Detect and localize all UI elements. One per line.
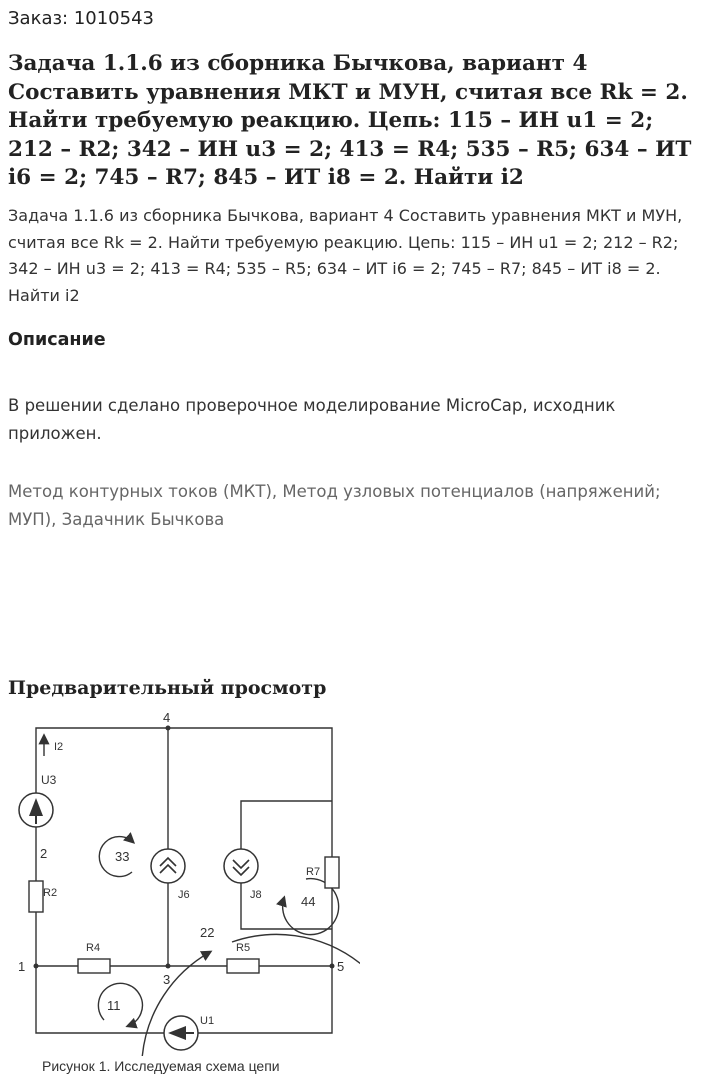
- node-dot: [330, 964, 335, 969]
- u1-source: [164, 1016, 198, 1050]
- u3-source: [19, 793, 53, 827]
- label-node-1: 1: [18, 959, 26, 974]
- page-title: Задача 1.1.6 из сборника Бычкова, вариант 4 Составить уравнения МКТ и МУН, считая все Rk = 2. Найти требуемую реакцию. Цепь: 115 – ИН u1 = 2; 212 – R2; 342 – ИН u3 = 2; 413 = R4; 535 – R5; 634 – ИТ i6 = 2; 745 – R7; 845 – ИТ i8 = 2. Найти i2: [8, 51, 692, 190]
- circuit-diagram: [0, 706, 360, 1056]
- description-heading: Описание: [8, 330, 106, 350]
- label-node-4: 4: [163, 710, 171, 725]
- label-r7: R7: [306, 866, 321, 878]
- node-dot: [166, 964, 171, 969]
- outer-loop-wire: [36, 728, 332, 1033]
- label-i2: I2: [54, 741, 64, 753]
- j8-source: [224, 849, 258, 883]
- r7-resistor: [325, 857, 339, 888]
- label-j6: J6: [178, 889, 190, 901]
- label-node-2: 2: [40, 846, 48, 861]
- label-node-5: 5: [337, 959, 345, 974]
- description-text: В решении сделано проверочное моделирование MicroCap, исходник приложен.: [8, 396, 616, 443]
- j6-source: [151, 849, 185, 883]
- label-r5: R5: [236, 942, 251, 954]
- label-r2: R2: [43, 887, 58, 899]
- label-node-3: 3: [163, 972, 171, 987]
- label-u3: U3: [41, 773, 57, 787]
- node-dot: [34, 964, 39, 969]
- task-text: Задача 1.1.6 из сборника Бычкова, вариант 4 Составить уравнения МКТ и МУН, считая все Rk = 2. Найти требуемую реакцию. Цепь: 115 – ИН u1 = 2; 212 – R2; 342 – ИН u3 = 2; 413 = R4; 535 – R5; 634 – ИТ i6 = 2; 745 – R7; 845 – ИТ i8 = 2. Найти i2: [8, 206, 683, 305]
- node-dot: [166, 726, 171, 731]
- order-number: Заказ: 1010543: [8, 8, 154, 29]
- r2-resistor: [29, 881, 43, 912]
- label-loop-33: 33: [115, 849, 130, 864]
- label-u1: U1: [200, 1015, 215, 1027]
- preview-heading: Предварительный просмотр: [8, 677, 327, 699]
- tags-text: Метод контурных токов (МКТ), Метод узловых потенциалов (напряжений; МУП), Задачник Бычкова: [8, 482, 661, 529]
- circuit-figure: [0, 706, 360, 1088]
- label-j8: J8: [250, 889, 262, 901]
- r4-resistor: [78, 959, 110, 973]
- label-loop-22: 22: [200, 925, 215, 940]
- figure-caption: Рисунок 1. Исследуемая схема цепи: [42, 1058, 280, 1074]
- label-loop-44: 44: [301, 894, 316, 909]
- label-r4: R4: [86, 942, 101, 954]
- label-loop-11: 11: [107, 998, 121, 1013]
- r5-resistor: [227, 959, 259, 973]
